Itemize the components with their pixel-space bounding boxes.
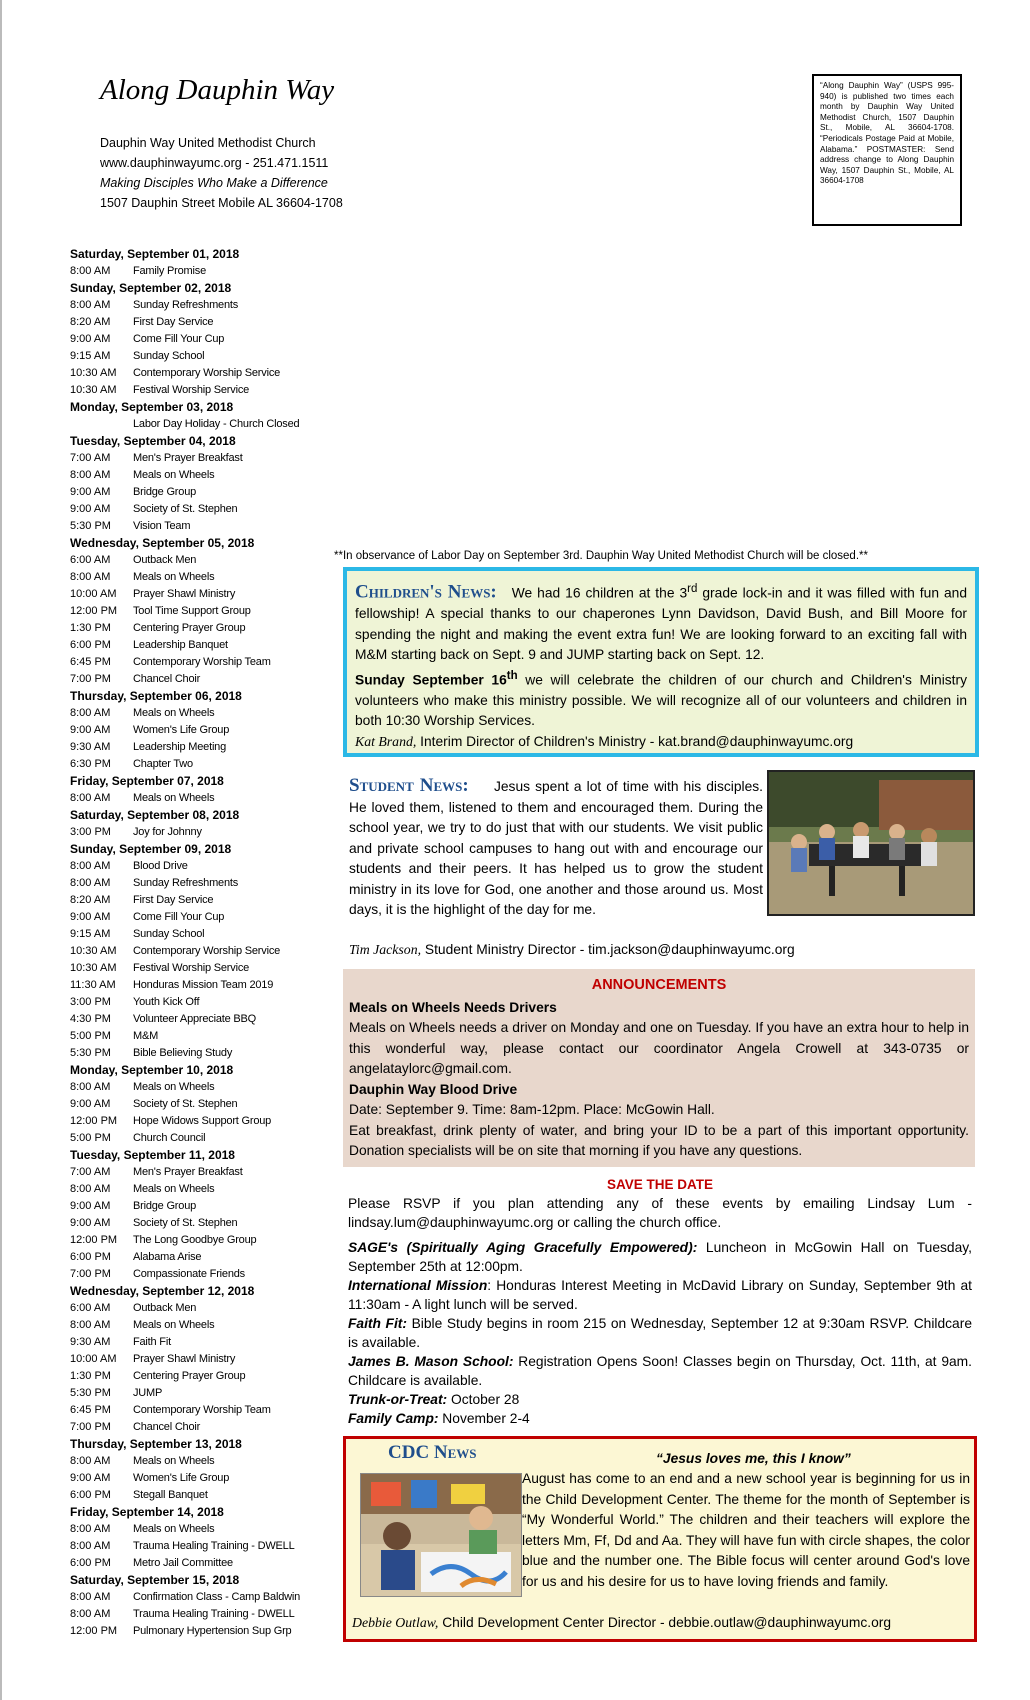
publication-notice: “Along Dauphin Way” (USPS 995-940) is published two times each month by Dauphin Way United Methodist Church, 1507 Dauphin St., Mobile, AL 36604-1708. “Periodicals Postage Paid at Mobile, Alabama.” POSTMASTER: Send address change to Along Dauphin Way, 1507 Dauphin St., Mobile, AL 36604-1708 [812, 74, 962, 226]
calendar-event [70, 943, 345, 960]
event-name: Labor Day Holiday - Church Closed [133, 418, 300, 430]
event-name: Chancel Choir [133, 673, 201, 685]
calendar-event [70, 297, 345, 314]
event-name: Meals on Wheels [133, 1081, 215, 1093]
save-the-date-event [348, 1276, 972, 1314]
event-label: SAGE's (Spiritually Aging Gracefully Empowered): [348, 1240, 698, 1255]
newsletter-title: Along Dauphin Way [100, 74, 335, 106]
event-name: Meals on Wheels [133, 1455, 215, 1467]
event-name: Pulmonary Hypertension Sup Grp [133, 1625, 292, 1637]
calendar-event [70, 1351, 345, 1368]
event-name: Trauma Healing Training - DWELL [133, 1608, 295, 1620]
calendar-event [70, 1300, 345, 1317]
event-time: 9:00 AM [70, 1200, 111, 1212]
event-time: 8:00 AM [70, 792, 111, 804]
calendar-day-heading: Friday, September 14, 2018 [70, 1505, 224, 1519]
calendar-event [70, 1232, 345, 1249]
event-time: 9:15 AM [70, 350, 111, 362]
calendar-event [70, 552, 345, 569]
calendar-day-heading: Thursday, September 06, 2018 [70, 689, 242, 703]
event-time: 5:30 PM [70, 1047, 111, 1059]
calendar-event [70, 348, 345, 365]
student-signature-name: Tim Jackson, [349, 942, 422, 957]
event-name: Sunday School [133, 928, 205, 940]
event-details: Luncheon in McGowin Hall on Tuesday, September 25th at 12:00pm. [348, 1240, 972, 1274]
calendar-event [70, 620, 345, 637]
childrens-news-box [343, 567, 979, 757]
calendar-event [70, 1385, 345, 1402]
event-details: Bible Study begins in room 215 on Wednesday, September 12 at 9:30am RSVP. Childcare is available. [348, 1316, 972, 1350]
event-time: 5:00 PM [70, 1132, 111, 1144]
student-news-text [349, 776, 763, 921]
cdc-classroom-photo [360, 1473, 522, 1597]
event-time: 7:00 AM [70, 452, 111, 464]
calendar-event [70, 892, 345, 909]
event-name: Bible Believing Study [133, 1047, 233, 1059]
event-time: 10:30 AM [70, 962, 117, 974]
calendar-event [70, 1606, 345, 1623]
event-name: Honduras Mission Team 2019 [133, 979, 274, 991]
church-contact[interactable]: www.dauphinwayumc.org - 251.471.1511 [100, 156, 329, 170]
student-signature-info: Student Ministry Director - tim.jackson@dauphinwayumc.org [421, 942, 795, 957]
announcements-box [343, 969, 975, 1167]
event-name: Meals on Wheels [133, 571, 215, 583]
event-time: 8:20 AM [70, 894, 111, 906]
calendar-event [70, 875, 345, 892]
calendar-event [70, 1164, 345, 1181]
event-name: Come Fill Your Cup [133, 911, 225, 923]
event-time: 9:00 AM [70, 724, 111, 736]
meals-on-wheels-title: Meals on Wheels Needs Drivers [349, 999, 557, 1015]
calendar-event [70, 909, 345, 926]
student-news-body: Jesus spent a lot of time with his disciples. He loved them, listened to them and encouraged them. During the school year, we try to do just that with our students. We visit public and private school campuses to hang out with and encourage our students and their peers. It has helped us to grow the student ministry in its love for God, one another and those around us. Most days, it is the highlight of the day for me. [349, 779, 763, 917]
event-name: Society of St. Stephen [133, 1098, 238, 1110]
event-time: 3:00 PM [70, 996, 111, 1008]
event-time: 7:00 PM [70, 1421, 111, 1433]
event-time: 6:30 PM [70, 758, 111, 770]
event-time: 8:00 AM [70, 571, 111, 583]
event-name: Outback Men [133, 1302, 197, 1314]
event-time: 8:00 AM [70, 860, 111, 872]
save-the-date-event [348, 1390, 972, 1409]
event-name: Joy for Johnny [133, 826, 202, 838]
event-time [70, 416, 133, 433]
cdc-news-title: CDC News [388, 1442, 477, 1463]
student-news-title: Student News: [349, 775, 469, 796]
childrens-news-text-2: grade lock-in and it was filled with fun and fellowship! A special thanks to our chaperones Lynn Davidson, David Bush, and Bill Moore for spending the night and making the event extra fun! We are looking forward to an exciting fall with M&M starting back on Sept. 9 and JUMP starting back on Sept. 12. [355, 585, 967, 663]
event-time: 10:30 AM [70, 945, 117, 957]
event-time: 8:00 AM [70, 1183, 111, 1195]
event-name: Meals on Wheels [133, 469, 215, 481]
event-time: 3:00 PM [70, 826, 111, 838]
event-time: 8:00 AM [70, 265, 111, 277]
childrens-news-text-1: We had 16 children at the 3 [511, 585, 688, 601]
event-name: Contemporary Worship Service [133, 945, 281, 957]
cdc-news-box [343, 1436, 977, 1642]
calendar-event [70, 467, 345, 484]
save-the-date-event [348, 1409, 972, 1428]
calendar-event [70, 824, 345, 841]
calendar-event [70, 1470, 345, 1487]
event-time: 7:00 PM [70, 1268, 111, 1280]
event-details: November 2-4 [438, 1411, 530, 1426]
calendar-event [70, 1589, 345, 1606]
calendar-event [70, 1623, 345, 1640]
event-time: 9:00 AM [70, 911, 111, 923]
event-time: 10:00 AM [70, 1353, 117, 1365]
event-name: Festival Worship Service [133, 962, 250, 974]
event-time: 12:00 PM [70, 605, 118, 617]
event-time: 9:15 AM [70, 928, 111, 940]
event-name: Trauma Healing Training - DWELL [133, 1540, 295, 1552]
calendar-event [70, 1487, 345, 1504]
calendar-event [70, 858, 345, 875]
event-time: 6:00 PM [70, 639, 111, 651]
event-name: First Day Service [133, 894, 214, 906]
event-time: 8:20 AM [70, 316, 111, 328]
event-name: Chancel Choir [133, 1421, 201, 1433]
calendar-event [70, 569, 345, 586]
blood-drive-body: Eat breakfast, drink plenty of water, and bring your ID to be a part of this important opportunity. Donation specialists will be on site that morning if you have any questions. [349, 1122, 969, 1158]
event-time: 12:00 PM [70, 1234, 118, 1246]
event-time: 8:00 AM [70, 1081, 111, 1093]
event-time: 8:00 AM [70, 707, 111, 719]
student-group-photo [767, 770, 975, 916]
calendar-event [70, 1011, 345, 1028]
event-details: : Honduras Interest Meeting in McDavid Library on Sunday, September 9th at 11:30am - A light lunch will be served. [348, 1278, 972, 1312]
calendar-event [70, 1334, 345, 1351]
calendar-event [70, 1045, 345, 1062]
calendar-event [70, 1317, 345, 1334]
event-name: Contemporary Worship Service [133, 367, 281, 379]
childrens-news-text-3: we will celebrate the children of our church and Children's Ministry volunteers who make this ministry possible. We will recognize all of our volunteers and children in both 10:30 Worship Services. [355, 672, 967, 729]
ordinal-suffix: rd [687, 583, 698, 595]
calendar-day-heading: Thursday, September 13, 2018 [70, 1437, 242, 1451]
calendar-event [70, 1555, 345, 1572]
event-name: Vision Team [133, 520, 191, 532]
event-time: 7:00 PM [70, 673, 111, 685]
event-time: 9:00 AM [70, 333, 111, 345]
calendar-event [70, 314, 345, 331]
event-label: Family Camp: [348, 1411, 439, 1426]
event-name: M&M [133, 1030, 159, 1042]
childrens-signature-name: Kat Brand, [355, 733, 417, 749]
event-label: Trunk-or-Treat: [348, 1392, 448, 1407]
calendar-event [70, 416, 345, 433]
event-name: Youth Kick Off [133, 996, 200, 1008]
event-name: Prayer Shawl Ministry [133, 588, 236, 600]
event-time: 8:00 AM [70, 1608, 111, 1620]
event-name: Confirmation Class - Camp Baldwin [133, 1591, 301, 1603]
calendar-day-heading: Friday, September 07, 2018 [70, 774, 224, 788]
save-the-date-intro: Please RSVP if you plan attending any of these events by emailing Lindsay Lum - lindsay.lum@dauphinwayumc.org or calling the church office. [348, 1196, 972, 1230]
calendar-day-heading: Tuesday, September 04, 2018 [70, 434, 236, 448]
event-name: Metro Jail Committee [133, 1557, 233, 1569]
calendar-event [70, 1181, 345, 1198]
calendar-event [70, 637, 345, 654]
calendar-event [70, 382, 345, 399]
event-time: 9:30 AM [70, 741, 111, 753]
calendar-event [70, 739, 345, 756]
event-name: Meals on Wheels [133, 1523, 215, 1535]
event-details: October 28 [447, 1392, 520, 1407]
cdc-news-body: August has come to an end and a new school year is beginning for us in the Child Development Center. The theme for the month of September is “My Wonderful World.” The children and their teachers will explore the letters Mm, Ff, Dd and Aa. They will have fun with circle shapes, the color blue and the number one. The Bible focus will center around God's love for us and his desire for us to have loving friends and family. [522, 1471, 970, 1589]
calendar-event [70, 960, 345, 977]
calendar-day-heading: Tuesday, September 11, 2018 [70, 1148, 235, 1162]
event-time: 9:00 AM [70, 1098, 111, 1110]
save-the-date-section [348, 1175, 972, 1428]
calendar-day-heading: Sunday, September 09, 2018 [70, 842, 232, 856]
event-time: 10:00 AM [70, 588, 117, 600]
event-name: Sunday Refreshments [133, 877, 239, 889]
event-time: 10:30 AM [70, 367, 117, 379]
event-name: Women's Life Group [133, 724, 230, 736]
calendar-event [70, 263, 345, 280]
church-address: 1507 Dauphin Street Mobile AL 36604-1708 [100, 196, 343, 210]
save-the-date-event [348, 1352, 972, 1390]
calendar-event [70, 484, 345, 501]
event-name: Compassionate Friends [133, 1268, 245, 1280]
event-time: 1:30 PM [70, 1370, 111, 1382]
calendar-event [70, 1096, 345, 1113]
event-time: 11:30 AM [70, 979, 116, 991]
cdc-signature-info: Child Development Center Director - debbie.outlaw@dauphinwayumc.org [438, 1615, 892, 1630]
student-signature [349, 940, 795, 961]
calendar-event [70, 1198, 345, 1215]
event-name: Family Promise [133, 265, 206, 277]
event-time: 9:00 AM [70, 503, 111, 515]
event-time: 8:00 AM [70, 299, 111, 311]
calendar-day-heading: Sunday, September 02, 2018 [70, 281, 232, 295]
childrens-news-date: Sunday September 16 [355, 672, 507, 688]
event-name: The Long Goodbye Group [133, 1234, 257, 1246]
event-name: Meals on Wheels [133, 792, 215, 804]
calendar-event [70, 1215, 345, 1232]
event-name: Come Fill Your Cup [133, 333, 225, 345]
event-time: 9:00 AM [70, 1472, 111, 1484]
event-name: Bridge Group [133, 1200, 197, 1212]
event-name: Meals on Wheels [133, 707, 215, 719]
church-name: Dauphin Way United Methodist Church [100, 136, 316, 150]
event-time: 6:45 PM [70, 656, 111, 668]
calendar-event [70, 1266, 345, 1283]
calendar-event [70, 586, 345, 603]
calendar-event [70, 654, 345, 671]
event-time: 10:30 AM [70, 384, 117, 396]
event-time: 8:00 AM [70, 1319, 111, 1331]
event-time: 6:00 AM [70, 554, 111, 566]
event-name: Hope Widows Support Group [133, 1115, 272, 1127]
calendar-event [70, 1419, 345, 1436]
event-time: 8:00 AM [70, 1455, 111, 1467]
event-time: 5:30 PM [70, 520, 111, 532]
event-time: 8:00 AM [70, 1523, 111, 1535]
event-name: Tool Time Support Group [133, 605, 251, 617]
church-tagline: Making Disciples Who Make a Difference [100, 176, 328, 190]
event-name: Prayer Shawl Ministry [133, 1353, 236, 1365]
childrens-news-title: Children's News: [355, 581, 497, 603]
save-the-date-event [348, 1238, 972, 1276]
cdc-signature-name: Debbie Outlaw, [352, 1615, 439, 1630]
calendar-day-heading: Saturday, September 01, 2018 [70, 247, 240, 261]
calendar-event [70, 518, 345, 535]
event-time: 8:00 AM [70, 1591, 111, 1603]
event-time: 9:30 AM [70, 1336, 111, 1348]
event-time: 6:00 AM [70, 1302, 111, 1314]
event-name: Bridge Group [133, 486, 197, 498]
calendar-event [70, 1402, 345, 1419]
event-name: First Day Service [133, 316, 214, 328]
calendar-day-heading: Saturday, September 15, 2018 [70, 1573, 240, 1587]
event-name: JUMP [133, 1387, 163, 1399]
blood-drive-date: Date: September 9. Time: 8am-12pm. Place: McGowin Hall. [349, 1102, 715, 1117]
event-name: Centering Prayer Group [133, 622, 246, 634]
event-name: Centering Prayer Group [133, 1370, 246, 1382]
event-time: 8:00 AM [70, 469, 111, 481]
calendar-day-heading: Monday, September 10, 2018 [70, 1063, 234, 1077]
event-name: Volunteer Appreciate BBQ [133, 1013, 257, 1025]
calendar-event [70, 994, 345, 1011]
event-time: 6:00 PM [70, 1557, 111, 1569]
event-name: Chapter Two [133, 758, 193, 770]
calendar-event [70, 705, 345, 722]
cdc-quote: “Jesus loves me, this I know” [656, 1451, 851, 1466]
event-label: James B. Mason School: [348, 1354, 514, 1369]
childrens-signature-info: Interim Director of Children's Ministry - kat.brand@dauphinwayumc.org [416, 733, 854, 749]
event-name: Alabama Arise [133, 1251, 202, 1263]
event-name: Sunday Refreshments [133, 299, 239, 311]
announcements-header: ANNOUNCEMENTS [591, 977, 727, 993]
calendar-event [70, 926, 345, 943]
calendar-event [70, 671, 345, 688]
calendar-event [70, 501, 345, 518]
event-name: Blood Drive [133, 860, 188, 872]
event-time: 4:30 PM [70, 1013, 111, 1025]
calendar-event [70, 603, 345, 620]
event-calendar [70, 246, 345, 1640]
event-time: 9:00 AM [70, 1217, 111, 1229]
calendar-day-heading: Wednesday, September 05, 2018 [70, 536, 255, 550]
event-name: Men's Prayer Breakfast [133, 452, 243, 464]
calendar-event [70, 1453, 345, 1470]
event-name: Faith Fit [133, 1336, 171, 1348]
calendar-event [70, 1079, 345, 1096]
event-name: Sunday School [133, 350, 205, 362]
calendar-day-heading: Saturday, September 08, 2018 [70, 808, 240, 822]
event-name: Women's Life Group [133, 1472, 230, 1484]
calendar-event [70, 1368, 345, 1385]
event-name: Leadership Meeting [133, 741, 227, 753]
event-time: 5:00 PM [70, 1030, 111, 1042]
event-name: Stegall Banquet [133, 1489, 208, 1501]
event-time: 6:00 PM [70, 1251, 111, 1263]
calendar-event [70, 365, 345, 382]
event-details: Registration Opens Soon! Classes begin on Thursday, Oct. 11th, at 9am. Childcare is available. [348, 1354, 972, 1388]
calendar-event [70, 722, 345, 739]
calendar-event [70, 790, 345, 807]
ordinal-suffix: th [506, 669, 518, 682]
calendar-event [70, 1113, 345, 1130]
event-name: Meals on Wheels [133, 1319, 215, 1331]
event-label: Faith Fit: [348, 1316, 407, 1331]
cdc-signature [352, 1613, 891, 1634]
student-news-section [343, 770, 979, 962]
event-name: Contemporary Worship Team [133, 1404, 271, 1416]
blood-drive-title: Dauphin Way Blood Drive [349, 1081, 518, 1097]
calendar-event [70, 756, 345, 773]
event-time: 8:00 AM [70, 877, 111, 889]
calendar-day-heading: Monday, September 03, 2018 [70, 400, 234, 414]
calendar-event [70, 450, 345, 467]
calendar-event [70, 977, 345, 994]
event-name: Men's Prayer Breakfast [133, 1166, 243, 1178]
event-name: Meals on Wheels [133, 1183, 215, 1195]
calendar-day-heading: Wednesday, September 12, 2018 [70, 1284, 255, 1298]
save-the-date-event [348, 1314, 972, 1352]
save-the-date-events [348, 1238, 972, 1428]
masthead-info [100, 133, 343, 213]
event-name: Contemporary Worship Team [133, 656, 271, 668]
calendar-event [70, 1028, 345, 1045]
event-time: 7:00 AM [70, 1166, 111, 1178]
event-time: 12:00 PM [70, 1115, 118, 1127]
event-name: Festival Worship Service [133, 384, 250, 396]
calendar-event [70, 1538, 345, 1555]
event-name: Church Council [133, 1132, 206, 1144]
labor-day-note: **In observance of Labor Day on September 3rd. Dauphin Way United Methodist Church will be closed.** [334, 550, 868, 562]
event-time: 9:00 AM [70, 486, 111, 498]
save-the-date-header: SAVE THE DATE [606, 1177, 713, 1192]
event-time: 12:00 PM [70, 1625, 118, 1637]
calendar-event [70, 1130, 345, 1147]
calendar-event [70, 331, 345, 348]
calendar-event [70, 1249, 345, 1266]
event-time: 6:00 PM [70, 1489, 111, 1501]
event-name: Society of St. Stephen [133, 1217, 238, 1229]
event-time: 6:45 PM [70, 1404, 111, 1416]
event-name: Society of St. Stephen [133, 503, 238, 515]
event-time: 8:00 AM [70, 1540, 111, 1552]
meals-on-wheels-body: Meals on Wheels needs a driver on Monday and one on Tuesday. If you have an extra hour to help in this wonderful way, please contact our coordinator Angela Crowell at 343-0735 or angelataylorc@gmail.com. [349, 1020, 969, 1076]
event-name: Leadership Banquet [133, 639, 228, 651]
event-name: Outback Men [133, 554, 197, 566]
event-time: 1:30 PM [70, 622, 111, 634]
event-time: 5:30 PM [70, 1387, 111, 1399]
event-label: International Mission [348, 1278, 488, 1293]
page-left-rule [0, 0, 2, 1700]
calendar-event [70, 1521, 345, 1538]
